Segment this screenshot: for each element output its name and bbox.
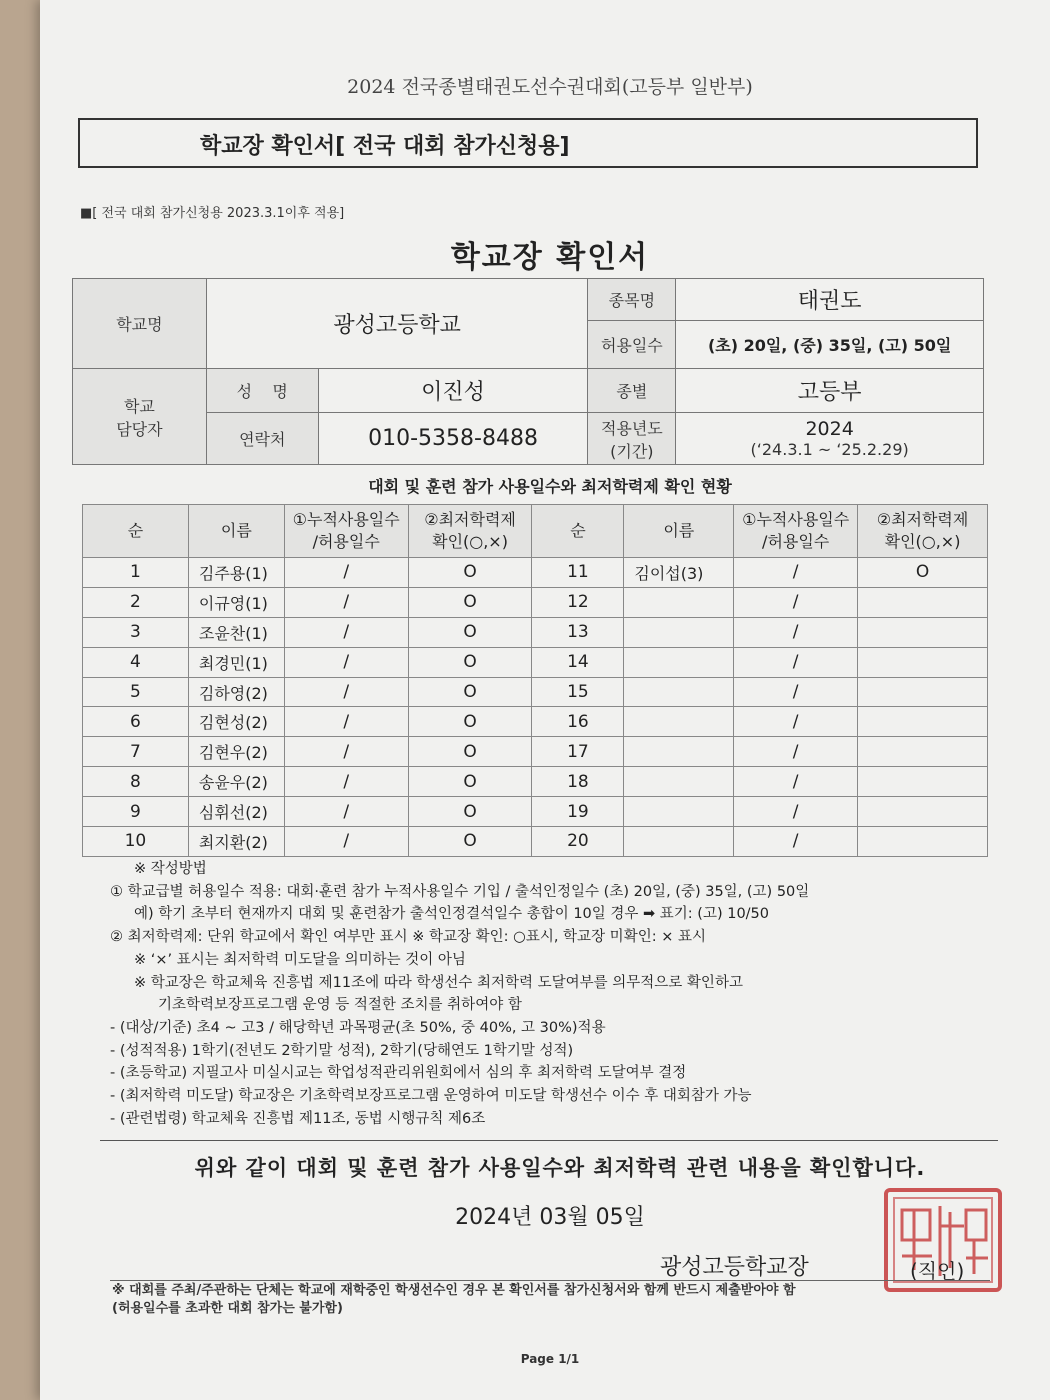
min-grade-check: O bbox=[408, 647, 532, 677]
instruction-line: ※ 학교장은 학교체육 진흥법 제11조에 따라 학생선수 최저학력 도달여부를 의무적으로 확인하고 bbox=[134, 974, 743, 991]
col-days: ①누적사용일수 /허용일수 bbox=[284, 505, 408, 558]
row-number: 12 bbox=[532, 587, 624, 617]
days-used: / bbox=[734, 587, 858, 617]
row-number: 8 bbox=[83, 767, 189, 797]
table-row bbox=[83, 558, 988, 588]
student-name: 김이섭(3) bbox=[624, 558, 734, 588]
divider bbox=[100, 1140, 998, 1141]
days-used: / bbox=[734, 707, 858, 737]
table-row bbox=[83, 767, 988, 797]
days-used: / bbox=[734, 677, 858, 707]
instruction-line: ※ ‘×’ 표시는 최저학력 미도달을 의미하는 것이 아님 bbox=[134, 951, 466, 968]
min-grade-check: O bbox=[408, 737, 532, 767]
allowed-days-label: 허용일수 bbox=[588, 321, 676, 369]
col-name: 이름 bbox=[624, 505, 734, 558]
table-row bbox=[83, 617, 988, 647]
table-row bbox=[83, 677, 988, 707]
min-grade-check bbox=[858, 827, 988, 857]
col-no: 순 bbox=[83, 505, 189, 558]
row-number: 17 bbox=[532, 737, 624, 767]
instruction-line: - (성적적용) 1학기(전년도 2학기말 성적), 2학기(당해연도 1학기말 성적) bbox=[110, 1042, 574, 1059]
days-used: / bbox=[284, 797, 408, 827]
min-grade-check bbox=[858, 587, 988, 617]
col-days: ①누적사용일수 /허용일수 bbox=[734, 505, 858, 558]
category-label: 종별 bbox=[588, 369, 676, 413]
row-number: 13 bbox=[532, 617, 624, 647]
instruction-line: - (관련법령) 학교체육 진흥법 제11조, 동법 시행규칙 제6조 bbox=[110, 1110, 486, 1127]
student-name: 김주용(1) bbox=[188, 558, 284, 588]
table-row bbox=[83, 587, 988, 617]
student-name bbox=[624, 707, 734, 737]
student-name: 최경민(1) bbox=[188, 647, 284, 677]
allowed-days-value: (초) 20일, (중) 35일, (고) 50일 bbox=[676, 321, 984, 369]
page-number: Page 1/1 bbox=[520, 1352, 580, 1366]
student-name: 김하영(2) bbox=[188, 677, 284, 707]
min-grade-check: O bbox=[408, 587, 532, 617]
row-number: 14 bbox=[532, 647, 624, 677]
row-number: 11 bbox=[532, 558, 624, 588]
min-grade-check: O bbox=[408, 707, 532, 737]
days-used: / bbox=[284, 647, 408, 677]
student-name bbox=[624, 737, 734, 767]
table-row bbox=[83, 737, 988, 767]
row-number: 18 bbox=[532, 767, 624, 797]
student-name bbox=[624, 677, 734, 707]
min-grade-check: O bbox=[408, 617, 532, 647]
student-name bbox=[624, 617, 734, 647]
row-number: 2 bbox=[83, 587, 189, 617]
footnote-divider bbox=[110, 1280, 990, 1281]
instruction-line: 예) 학기 초부터 현재까지 대회 및 훈련참가 출석인정결석일수 총합이 10일 경우 ➡ 표기: (고) 10/50 bbox=[134, 906, 770, 923]
row-number: 4 bbox=[83, 647, 189, 677]
student-name: 이규영(1) bbox=[188, 587, 284, 617]
row-number: 7 bbox=[83, 737, 189, 767]
row-number: 3 bbox=[83, 617, 189, 647]
student-name: 김현우(2) bbox=[188, 737, 284, 767]
min-grade-check bbox=[858, 677, 988, 707]
min-grade-check: O bbox=[858, 558, 988, 588]
days-used: / bbox=[284, 558, 408, 588]
col-name: 이름 bbox=[188, 505, 284, 558]
seal-label: (직인) bbox=[910, 1259, 965, 1283]
days-used: / bbox=[734, 767, 858, 797]
student-name: 최지환(2) bbox=[188, 827, 284, 857]
days-used: / bbox=[284, 707, 408, 737]
contact-person-label: 학교 담당자 bbox=[73, 369, 207, 465]
form-title-box bbox=[78, 118, 978, 168]
row-number: 9 bbox=[83, 797, 189, 827]
table-row bbox=[83, 797, 988, 827]
row-number: 5 bbox=[83, 677, 189, 707]
phone-label: 연락처 bbox=[206, 413, 318, 465]
section-title: 대회 및 훈련 참가 사용일수와 최저학력제 확인 현황 bbox=[368, 477, 732, 496]
days-used: / bbox=[284, 737, 408, 767]
year-label: 적용년도 (기간) bbox=[588, 413, 676, 465]
contact-name: 이진성 bbox=[318, 369, 588, 413]
row-number: 16 bbox=[532, 707, 624, 737]
min-grade-check bbox=[858, 737, 988, 767]
days-used: / bbox=[734, 737, 858, 767]
table-row bbox=[83, 827, 988, 857]
student-name bbox=[624, 647, 734, 677]
days-used: / bbox=[284, 767, 408, 797]
principal-signature-name: 광성고등학교장 bbox=[660, 1255, 809, 1280]
col-min: ②최저학력제 확인(○,×) bbox=[858, 505, 988, 558]
footnote: ※ 대회를 주최/주관하는 단체는 학교에 재학중인 학생선수인 경우 본 확인서를 참가신청서와 함께 반드시 제출받아야 함 (허용일수를 초과한 대회 참가는 불가함) bbox=[112, 1283, 796, 1316]
days-used: / bbox=[734, 797, 858, 827]
min-grade-check: O bbox=[408, 558, 532, 588]
min-grade-check: O bbox=[408, 797, 532, 827]
student-name bbox=[624, 767, 734, 797]
days-used: / bbox=[734, 558, 858, 588]
min-grade-check: O bbox=[408, 767, 532, 797]
days-used: / bbox=[284, 617, 408, 647]
name-label: 성 명 bbox=[206, 369, 318, 413]
min-grade-check bbox=[858, 707, 988, 737]
col-no: 순 bbox=[532, 505, 624, 558]
main-title: 학교장 확인서 bbox=[450, 240, 650, 275]
min-grade-check bbox=[858, 797, 988, 827]
application-note: ■[ 전국 대회 참가신청용 2023.3.1이후 적용] bbox=[80, 206, 345, 221]
days-used: / bbox=[734, 617, 858, 647]
days-used: / bbox=[734, 647, 858, 677]
sport-label: 종목명 bbox=[588, 279, 676, 321]
instruction-line: ② 최저학력제: 단위 학교에서 확인 여부만 표시 ※ 학교장 확인: ○표시, 학교장 미확인: × 표시 bbox=[110, 929, 706, 946]
min-grade-check: O bbox=[408, 677, 532, 707]
student-name bbox=[624, 587, 734, 617]
issue-date: 2024년 03월 05일 bbox=[455, 1205, 645, 1230]
confirmation-statement: 위와 같이 대회 및 훈련 참가 사용일수와 최저학력 관련 내용을 확인합니다. bbox=[194, 1156, 926, 1180]
student-name: 심휘선(2) bbox=[188, 797, 284, 827]
year-value: 2024 (‘24.3.1 ~ ‘25.2.29) bbox=[676, 413, 984, 465]
form-title: 학교장 확인서[ 전국 대회 참가신청용] bbox=[200, 134, 570, 159]
sport-value: 태권도 bbox=[676, 279, 984, 321]
row-number: 15 bbox=[532, 677, 624, 707]
min-grade-check bbox=[858, 647, 988, 677]
event-title: 2024 전국종별태권도선수권대회(고등부 일반부) bbox=[347, 76, 753, 98]
phone-value: 010-5358-8488 bbox=[318, 413, 588, 465]
col-min: ②최저학력제 확인(○,×) bbox=[408, 505, 532, 558]
student-name: 조윤찬(1) bbox=[188, 617, 284, 647]
attendance-table bbox=[82, 504, 988, 857]
instruction-line: - (대상/기준) 초4 ~ 고3 / 해당학년 과목평균(초 50%, 중 40%, 고 30%)적용 bbox=[110, 1019, 606, 1036]
min-grade-check bbox=[858, 767, 988, 797]
student-name: 송윤우(2) bbox=[188, 767, 284, 797]
row-number: 6 bbox=[83, 707, 189, 737]
instruction-line: ※ 작성방법 bbox=[134, 861, 207, 877]
student-name bbox=[624, 827, 734, 857]
days-used: / bbox=[284, 587, 408, 617]
school-label: 학교명 bbox=[73, 279, 207, 369]
category-value: 고등부 bbox=[676, 369, 984, 413]
instruction-line: - (초등학교) 지필고사 미실시교는 학업성적관리위원회에서 심의 후 최저학력 도달여부 결정 bbox=[110, 1065, 687, 1082]
days-used: / bbox=[734, 827, 858, 857]
days-used: / bbox=[284, 677, 408, 707]
student-name bbox=[624, 797, 734, 827]
days-used: / bbox=[284, 827, 408, 857]
row-number: 10 bbox=[83, 827, 189, 857]
table-row bbox=[83, 647, 988, 677]
school-info-table bbox=[72, 278, 984, 465]
row-number: 20 bbox=[532, 827, 624, 857]
student-name: 김현성(2) bbox=[188, 707, 284, 737]
school-name: 광성고등학교 bbox=[206, 279, 588, 369]
instruction-line: ① 학교급별 허용일수 적용: 대회·훈련 참가 누적사용일수 기입 / 출석인정일수 (초) 20일, (중) 35일, (고) 50일 bbox=[110, 883, 810, 900]
min-grade-check bbox=[858, 617, 988, 647]
instruction-line: 기초학력보장프로그램 운영 등 적절한 조치를 취하여야 함 bbox=[158, 997, 522, 1014]
table-row bbox=[83, 707, 988, 737]
instruction-line: - (최저학력 미도달) 학교장은 기초학력보장프로그램 운영하여 미도달 학생선수 이수 후 대회참가 가능 bbox=[110, 1088, 752, 1105]
row-number: 19 bbox=[532, 797, 624, 827]
min-grade-check: O bbox=[408, 827, 532, 857]
row-number: 1 bbox=[83, 558, 189, 588]
instructions bbox=[110, 858, 980, 1130]
